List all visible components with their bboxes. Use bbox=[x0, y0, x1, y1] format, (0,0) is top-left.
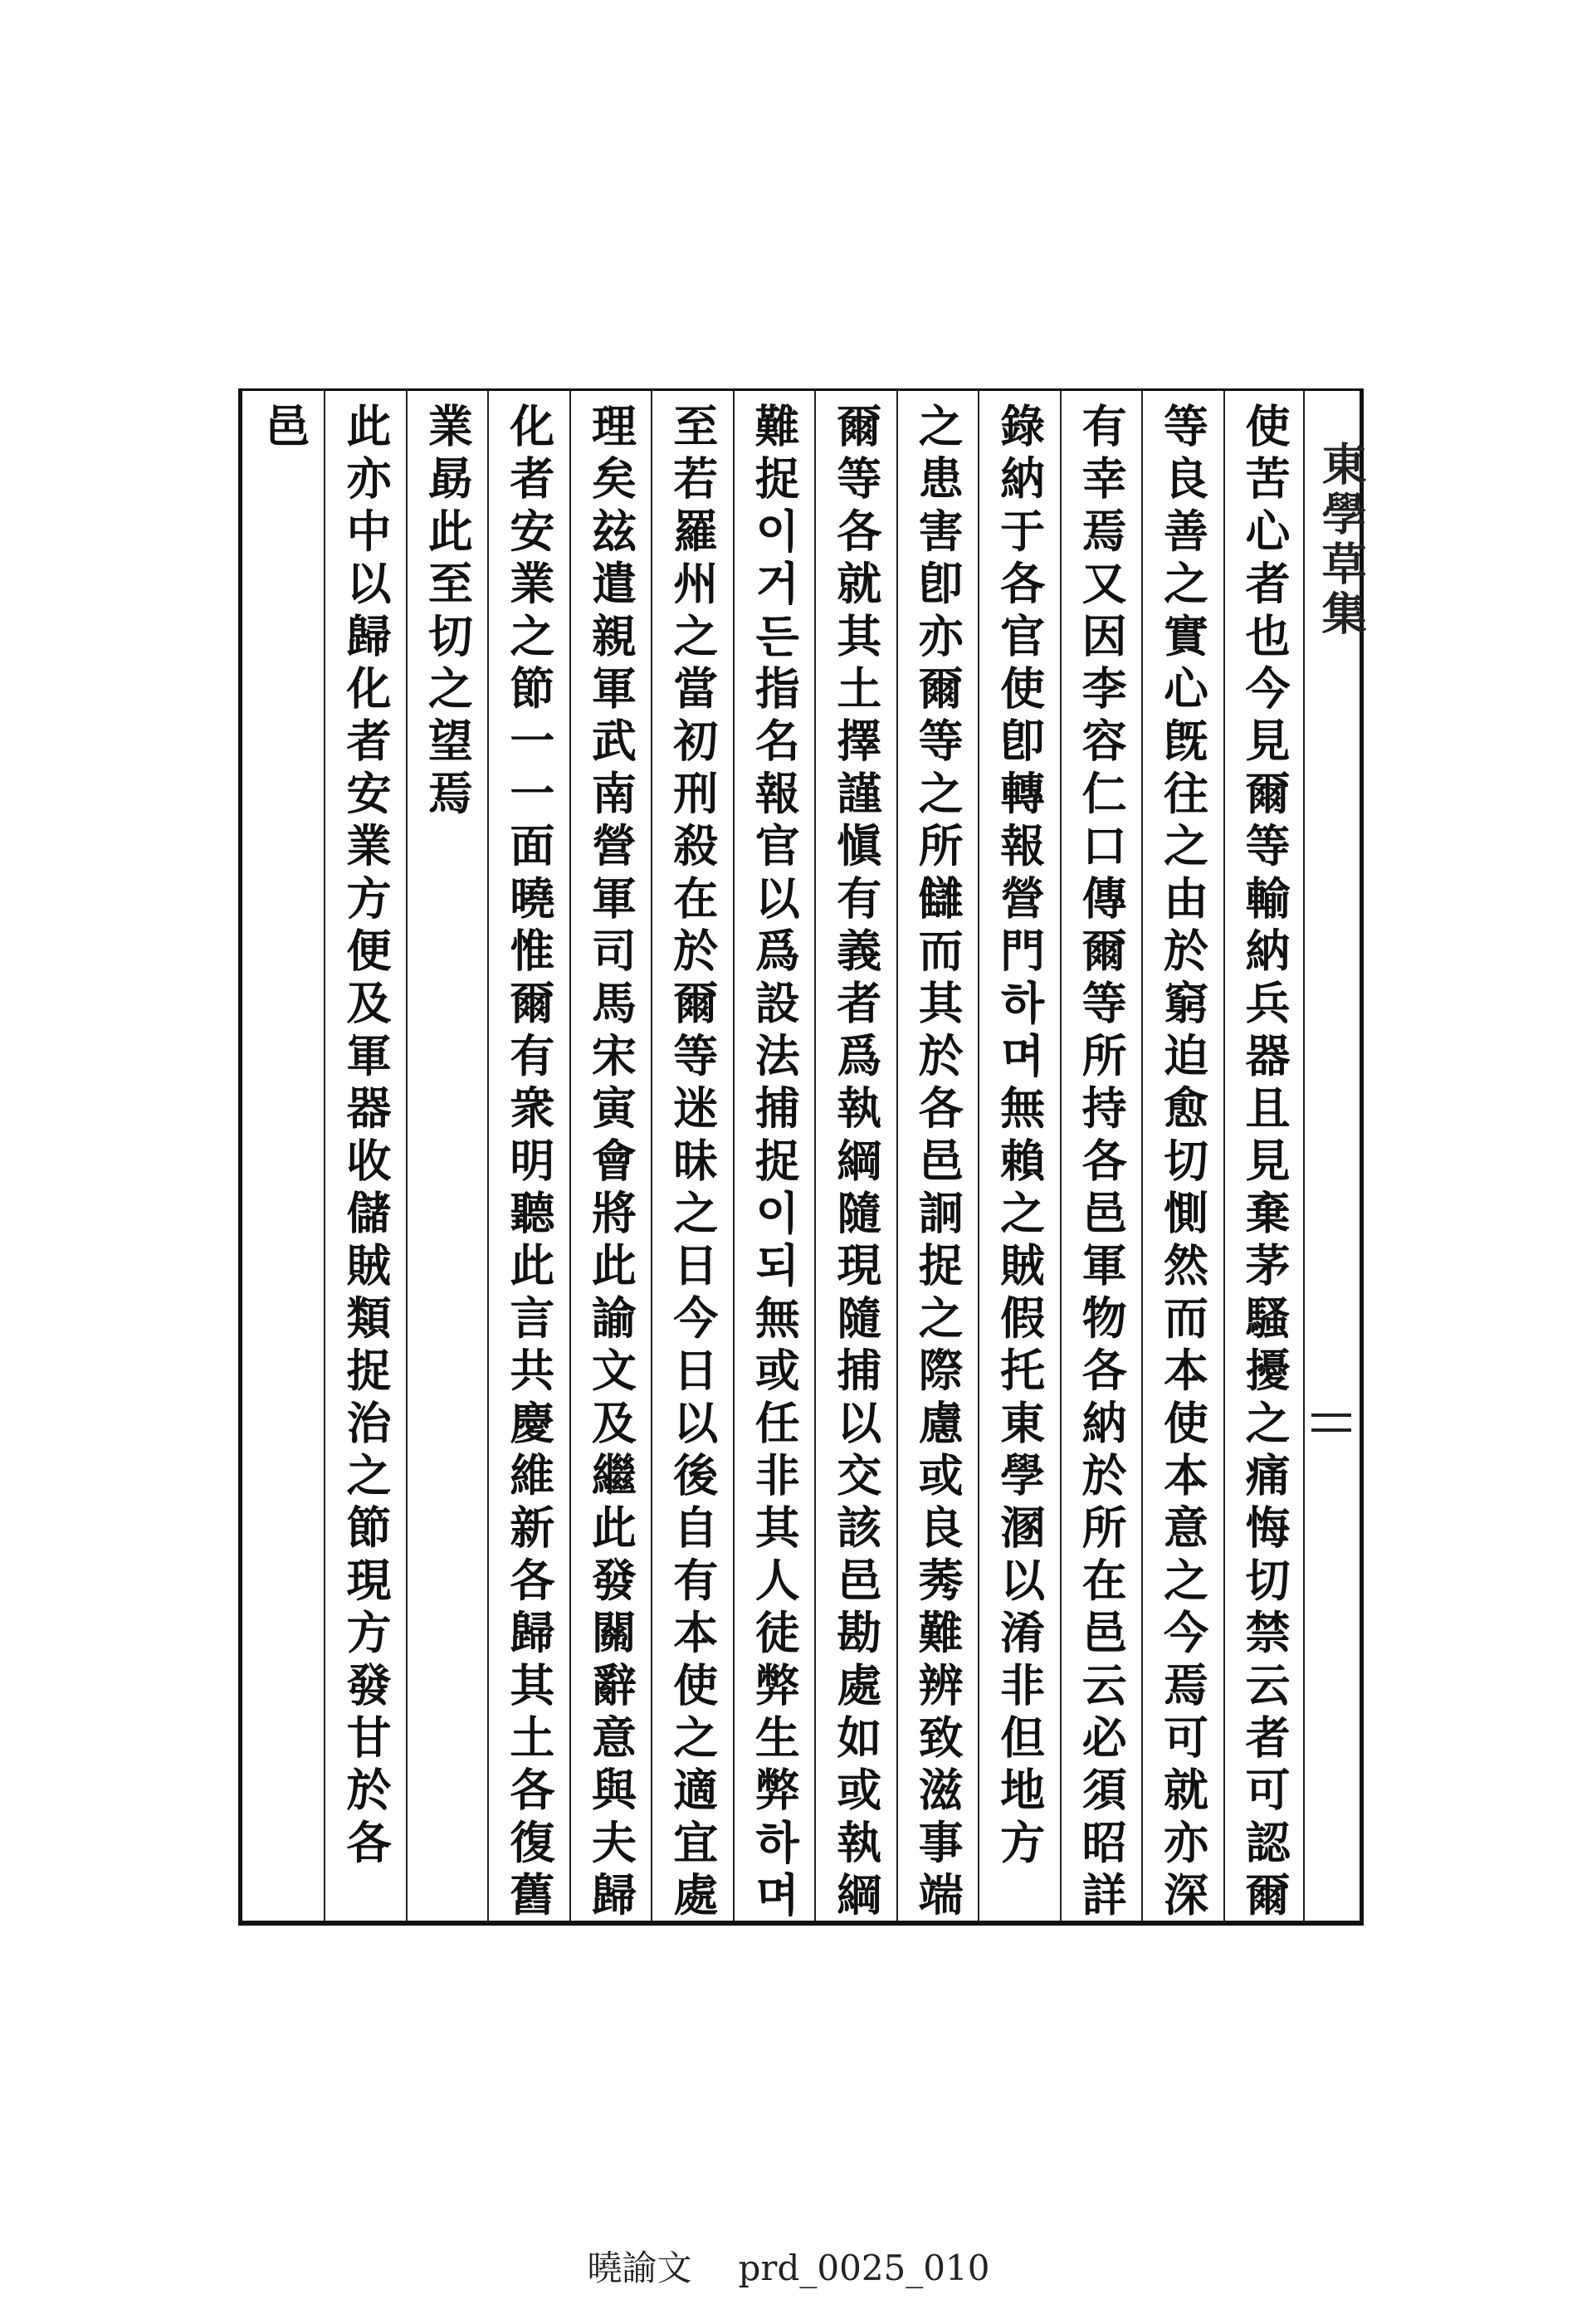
column-text: 至若羅州之當初刑殺在於爾等迷昧之日今日以後自有本使之適宜處 bbox=[666, 403, 720, 1924]
margin-strip bbox=[1303, 391, 1368, 1921]
column-text: 使苦心者也今見爾等輸納兵器且見棄茅騷擾之痛悔切禁云者可認爾 bbox=[1238, 403, 1291, 1924]
text-column bbox=[242, 391, 324, 1921]
text-column bbox=[324, 391, 405, 1921]
text-column bbox=[1223, 391, 1305, 1924]
column-text: 理矣玆遣親軍武南營軍司馬宋寅會將此諭文及繼此發關辭意與夫歸 bbox=[584, 403, 638, 1924]
column-text: 化者安業之節一一面曉惟爾有衆明聽此言共慶維新各歸其土各復舊 bbox=[502, 403, 556, 1924]
column-text: 難捉이거든指名報官以爲設法捕捉이되無或任非其人徒弊生弊하며 bbox=[748, 403, 802, 1924]
caption-title: 曉諭文 bbox=[587, 2248, 692, 2288]
caption-id: prd_0025_010 bbox=[738, 2248, 990, 2288]
text-column bbox=[487, 391, 569, 1924]
column-text: 錄納于各官使卽轉報營門하며無賴之賊假托東學溷以淆非但地方 bbox=[993, 403, 1047, 1872]
margin-title: 東學草集 bbox=[1315, 441, 1368, 640]
text-column bbox=[1141, 391, 1223, 1924]
column-text: 等良善之實心旣往之由於窮迫愈切惻然而本使本意之今焉可就亦深 bbox=[1156, 403, 1210, 1924]
text-column bbox=[733, 391, 814, 1924]
column-text: 邑 bbox=[257, 403, 311, 456]
page-caption bbox=[0, 2241, 1577, 2291]
column-text: 之患害卽亦爾等之所讎而其於各邑詗捉之際慮或良莠難辨致滋事端 bbox=[911, 403, 965, 1924]
text-column bbox=[978, 391, 1059, 1921]
text-column bbox=[651, 391, 732, 1924]
text-column bbox=[406, 391, 487, 1921]
column-text: 此亦中以歸化者安業方便及軍器收儲賊類捉治之節現方發甘於各 bbox=[339, 403, 393, 1872]
column-text: 業勗此至切之望焉 bbox=[421, 403, 475, 823]
margin-mark bbox=[1311, 1413, 1351, 1432]
text-frame bbox=[238, 388, 1368, 1926]
column-text: 有幸焉又因李容仁口傳爾等所持各邑軍物各納於所在邑云必須昭詳 bbox=[1075, 403, 1129, 1924]
column-text: 爾等各就其土擇謹愼有義者爲執綱隨現隨捕以交該邑勘處如或執綱 bbox=[829, 403, 883, 1924]
text-columns bbox=[242, 391, 1360, 1924]
text-column bbox=[569, 391, 651, 1924]
text-column bbox=[814, 391, 896, 1924]
text-column bbox=[1060, 391, 1141, 1924]
text-column bbox=[896, 391, 978, 1924]
